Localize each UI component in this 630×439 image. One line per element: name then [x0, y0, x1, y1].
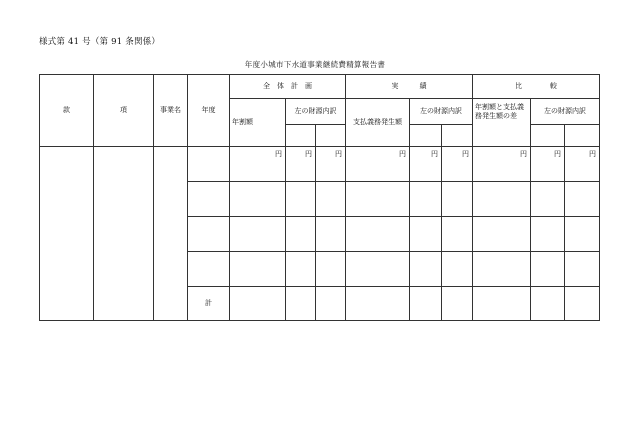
total-cell[interactable] [230, 287, 286, 321]
body-nendo-cell[interactable] [188, 252, 230, 287]
body-kan-cell[interactable] [40, 147, 94, 321]
subcol-empty [442, 125, 473, 147]
data-cell[interactable] [230, 252, 286, 287]
header-sagaku: 年割額と支払義務発生額の差 [473, 99, 531, 147]
header-nendo: 年度 [188, 75, 230, 147]
body-nendo-cell[interactable] [188, 182, 230, 217]
data-cell[interactable] [410, 182, 442, 217]
data-cell[interactable] [230, 182, 286, 217]
header-jisseki: 実 績 [346, 75, 473, 99]
data-cell[interactable] [565, 182, 600, 217]
data-cell[interactable] [473, 252, 531, 287]
data-cell[interactable] [531, 252, 565, 287]
data-cell[interactable] [286, 182, 316, 217]
subcol-empty [565, 125, 600, 147]
header-zentai-keikaku: 全 体 計 画 [230, 75, 346, 99]
data-cell[interactable] [410, 217, 442, 252]
header-hidari-zaigen-3: 左の財源内訳 [531, 99, 600, 125]
data-cell[interactable] [565, 252, 600, 287]
data-cell[interactable] [442, 217, 473, 252]
header-kou: 項 [94, 75, 154, 147]
report-table [39, 74, 600, 321]
data-cell[interactable] [316, 182, 346, 217]
body-jigyomei-cell[interactable] [154, 147, 188, 321]
unit-label: 円 [230, 147, 286, 182]
data-cell[interactable] [346, 217, 410, 252]
unit-label: 円 [346, 147, 410, 182]
unit-label: 円 [565, 147, 600, 182]
unit-label: 円 [286, 147, 316, 182]
data-cell[interactable] [442, 182, 473, 217]
data-cell[interactable] [531, 217, 565, 252]
data-cell[interactable] [316, 217, 346, 252]
unit-label: 円 [410, 147, 442, 182]
header-kan: 款 [40, 75, 94, 147]
total-cell[interactable] [473, 287, 531, 321]
data-cell[interactable] [230, 217, 286, 252]
unit-label: 円 [473, 147, 531, 182]
data-cell[interactable] [346, 252, 410, 287]
form-number: 様式第 41 号（第 91 条関係） [39, 37, 161, 47]
document-title: 年度小城市下水道事業継続費精算報告書 [244, 60, 386, 69]
unit-label: 円 [442, 147, 473, 182]
body-nendo-cell[interactable] [188, 147, 230, 182]
body-nendo-cell[interactable] [188, 217, 230, 252]
header-hidari-zaigen-2: 左の財源内訳 [410, 99, 473, 125]
total-cell[interactable] [531, 287, 565, 321]
data-cell[interactable] [410, 252, 442, 287]
data-cell[interactable] [346, 182, 410, 217]
total-cell[interactable] [286, 287, 316, 321]
subcol-empty [286, 125, 316, 147]
data-cell[interactable] [286, 252, 316, 287]
unit-label: 円 [531, 147, 565, 182]
data-cell[interactable] [316, 252, 346, 287]
data-cell[interactable] [442, 252, 473, 287]
total-label: 計 [188, 287, 230, 321]
unit-label: 円 [316, 147, 346, 182]
total-cell[interactable] [565, 287, 600, 321]
data-cell[interactable] [286, 217, 316, 252]
data-cell[interactable] [565, 217, 600, 252]
total-cell[interactable] [346, 287, 410, 321]
data-cell[interactable] [473, 217, 531, 252]
header-nenwariwaku: 年割額 [230, 99, 286, 147]
header-hidari-zaigen: 左の財源内訳 [286, 99, 346, 125]
total-cell[interactable] [316, 287, 346, 321]
total-cell[interactable] [442, 287, 473, 321]
subcol-empty [531, 125, 565, 147]
body-kou-cell[interactable] [94, 147, 154, 321]
header-jigyomei: 事業名 [154, 75, 188, 147]
data-cell[interactable] [473, 182, 531, 217]
subcol-empty [410, 125, 442, 147]
header-shiharai-gimu: 支払義務発生額 [346, 99, 410, 147]
data-cell[interactable] [531, 182, 565, 217]
header-hikaku: 比 較 [473, 75, 600, 99]
total-cell[interactable] [410, 287, 442, 321]
subcol-empty [316, 125, 346, 147]
